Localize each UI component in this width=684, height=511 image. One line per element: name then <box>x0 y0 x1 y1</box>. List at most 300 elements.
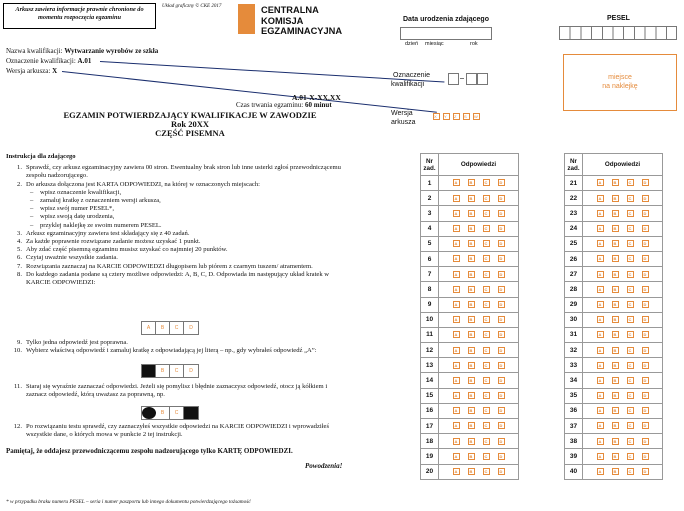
answer-option-box[interactable]: A <box>597 271 604 278</box>
answer-option-box[interactable]: C <box>483 362 490 369</box>
answer-option-box[interactable]: A <box>453 377 460 384</box>
answer-option-box[interactable]: A <box>453 301 460 308</box>
answer-option-box[interactable]: C <box>627 271 634 278</box>
answer-option-box[interactable]: D <box>498 240 505 247</box>
answer-option-box[interactable]: C <box>483 210 490 217</box>
answer-options[interactable] <box>439 343 519 358</box>
col-answers-header: Odpowiedzi <box>439 154 519 176</box>
answer-row <box>421 419 519 434</box>
exam-title: EGZAMIN POTWIERDZAJĄCY KWALIFIKACJE W ZAWODZIE Rok 20XX CZĘŚĆ PISEMNA <box>63 110 317 138</box>
answer-option-box[interactable]: C <box>483 331 490 338</box>
answer-options[interactable] <box>583 221 663 236</box>
answer-options[interactable] <box>439 221 519 236</box>
answer-option-box[interactable]: D <box>642 271 649 278</box>
answer-options[interactable] <box>439 191 519 206</box>
question-number: 33 <box>565 358 583 373</box>
question-number: 38 <box>565 434 583 449</box>
answer-option-box[interactable]: C <box>627 392 634 399</box>
answer-row <box>421 176 519 191</box>
code-line: A.01-X-XX.XX <box>292 93 341 102</box>
answer-option-box[interactable]: D <box>642 468 649 475</box>
answer-option-box[interactable]: A <box>597 438 604 445</box>
question-number: 22 <box>565 191 583 206</box>
birth-year-label: rok <box>470 41 478 47</box>
answer-option-box[interactable]: A <box>597 347 604 354</box>
answer-option-box[interactable]: A <box>597 331 604 338</box>
instructions: Instrukcja dla zdającego 1. Sprawdź, czy arkusz egzaminacyjny zawiera 00 stron. Ewentualny brak stron lub inne usterki zgłoś przewodniczącemu zespołu nadzorującego. 2. Do arkusza dołączona jest KARTA ODPOWIEDZI, na której w oznaczonych miejscach: – wpisz oznaczenie kwalifikacji, – zamaluj kratkę z oznaczeniem wersji arkusza, – wpisz swój numer PESEL*, – wpisz swoją datę urodzenia, – przyklej naklejkę ze swoim numerem PESEL. 3. Arkusz egzaminacyjny zawiera test składający się z 40 zadań. 4. Za każde poprawnie rozwiązane zadanie możesz uzyskać 1 punkt. 5. Aby zdać część pisemną egzaminu musisz uzyskać co najmniej 20 punktów. 6. Czytaj uważnie wszystkie zadania. 7. Rozwiązania zaznaczaj na KARCIE ODPOWIEDZI długopisem lub piórem z czarnym tuszem/ atramentem. 8. Do każdego zadania podane są cztery możliwe odpowiedzi: A, B, C, D. Odpowiada im następujący układ kratek w KARCIE ODPOWIEDZI: <box>6 153 346 287</box>
answer-option-box[interactable]: D <box>498 179 505 186</box>
question-number: 11 <box>421 327 439 342</box>
answer-option-box[interactable]: B <box>612 331 619 338</box>
answer-option-box[interactable]: C <box>627 301 634 308</box>
question-number: 40 <box>565 464 583 479</box>
answer-row <box>421 297 519 312</box>
answer-option-box[interactable]: C <box>627 377 634 384</box>
answer-option-box[interactable]: B <box>612 316 619 323</box>
answer-option-box[interactable]: A <box>453 438 460 445</box>
answer-option-box[interactable]: D <box>498 438 505 445</box>
answer-options[interactable] <box>583 327 663 342</box>
cke-logo-text: CENTRALNA KOMISJA EGZAMINACYJNA <box>261 5 343 36</box>
answer-option-box[interactable]: C <box>627 210 634 217</box>
answer-option-box[interactable]: B <box>612 377 619 384</box>
answer-row <box>565 206 663 221</box>
question-number: 13 <box>421 358 439 373</box>
answer-option-box[interactable]: D <box>642 255 649 262</box>
cke-logo-mark <box>238 4 255 34</box>
answer-options[interactable] <box>583 282 663 297</box>
answer-option-box[interactable]: D <box>642 179 649 186</box>
answer-options[interactable] <box>439 373 519 388</box>
answer-option-box[interactable]: D <box>642 331 649 338</box>
answer-option-box[interactable]: C <box>627 316 634 323</box>
answer-option-box[interactable]: D <box>498 210 505 217</box>
answer-options[interactable] <box>439 282 519 297</box>
answer-option-box[interactable]: D <box>642 377 649 384</box>
answer-option-box[interactable]: C <box>483 468 490 475</box>
answer-row <box>421 267 519 282</box>
sheet-version: Wersja arkusza: X <box>6 67 58 75</box>
answer-option-box[interactable]: B <box>468 392 475 399</box>
answer-table-right <box>564 153 663 480</box>
question-number: 18 <box>421 434 439 449</box>
answer-option-box[interactable]: B <box>612 453 619 460</box>
birth-day-label: dzień <box>405 41 419 47</box>
answer-option-box[interactable]: B <box>468 195 475 202</box>
answer-option-box[interactable]: C <box>627 331 634 338</box>
answer-option-box[interactable]: C <box>627 179 634 186</box>
answer-option-box[interactable]: D <box>642 407 649 414</box>
answer-option-box[interactable]: B <box>468 453 475 460</box>
answer-option-box[interactable]: C <box>483 422 490 429</box>
answer-option-box[interactable]: A <box>597 468 604 475</box>
answer-options[interactable] <box>583 373 663 388</box>
answer-row <box>565 327 663 342</box>
answer-option-box[interactable]: A <box>453 255 460 262</box>
answer-table-left <box>420 153 519 480</box>
answer-option-box[interactable]: B <box>468 407 475 414</box>
answer-option-box[interactable]: A <box>453 468 460 475</box>
col-nr-header: Nr zad. <box>421 154 439 176</box>
answer-options[interactable] <box>439 434 519 449</box>
answer-option-box[interactable]: C <box>483 271 490 278</box>
answer-option-box[interactable]: C <box>627 286 634 293</box>
duration: Czas trwania egzaminu: 60 minut <box>236 101 332 109</box>
answer-options[interactable] <box>439 312 519 327</box>
answer-row <box>565 343 663 358</box>
answer-options[interactable] <box>583 267 663 282</box>
answer-option-box[interactable]: D <box>498 362 505 369</box>
answer-option-box[interactable]: D <box>498 255 505 262</box>
answer-option-box[interactable]: B <box>468 210 475 217</box>
answer-options[interactable] <box>439 176 519 191</box>
answer-option-box[interactable]: D <box>642 195 649 202</box>
answer-row <box>421 282 519 297</box>
answer-options[interactable] <box>583 449 663 464</box>
answer-option-box[interactable]: C <box>627 468 634 475</box>
answer-option-box[interactable]: C <box>483 347 490 354</box>
answer-option-box[interactable]: D <box>498 195 505 202</box>
answer-option-box[interactable]: C <box>627 255 634 262</box>
answer-options[interactable] <box>439 419 519 434</box>
answer-option-box[interactable]: B <box>468 255 475 262</box>
question-number: 6 <box>421 251 439 266</box>
answer-option-box[interactable]: C <box>627 225 634 232</box>
answer-options[interactable] <box>583 236 663 251</box>
answer-option-box[interactable]: B <box>468 316 475 323</box>
answer-option-box[interactable]: A <box>597 255 604 262</box>
question-number: 10 <box>421 312 439 327</box>
answer-option-box[interactable]: B <box>468 240 475 247</box>
mark-box-3[interactable] <box>477 73 488 85</box>
answer-options[interactable] <box>439 267 519 282</box>
answer-option-box[interactable]: B <box>612 468 619 475</box>
answer-option-box[interactable]: A <box>453 362 460 369</box>
answer-options[interactable] <box>439 206 519 221</box>
answer-option-box[interactable]: C <box>627 438 634 445</box>
answer-options[interactable] <box>583 464 663 479</box>
pesel-field[interactable] <box>559 26 677 40</box>
answer-option-box[interactable]: D <box>642 225 649 232</box>
answer-row <box>421 221 519 236</box>
answer-option-box[interactable]: D <box>498 225 505 232</box>
answer-option-box[interactable]: A <box>453 316 460 323</box>
answer-option-box[interactable]: D <box>498 377 505 384</box>
answer-options[interactable] <box>439 358 519 373</box>
answer-option-box[interactable]: D <box>498 422 505 429</box>
answer-option-box[interactable]: A <box>597 453 604 460</box>
answer-row <box>421 449 519 464</box>
question-number: 34 <box>565 373 583 388</box>
answer-option-box[interactable]: D <box>642 422 649 429</box>
answer-option-box[interactable]: C <box>483 255 490 262</box>
answer-option-box[interactable]: B <box>468 271 475 278</box>
answer-option-box[interactable]: C <box>627 195 634 202</box>
question-number: 24 <box>565 221 583 236</box>
answer-row <box>421 236 519 251</box>
question-number: 8 <box>421 282 439 297</box>
mark-label: Oznaczenie kwalifikacji <box>391 72 430 88</box>
answer-option-box[interactable]: D <box>642 362 649 369</box>
example-empty-boxes: A B C D <box>141 321 199 335</box>
answer-option-box[interactable]: B <box>468 331 475 338</box>
answer-option-box[interactable]: A <box>453 195 460 202</box>
answer-option-box[interactable]: B <box>612 240 619 247</box>
answer-option-box[interactable]: B <box>612 271 619 278</box>
answer-option-box[interactable]: C <box>627 453 634 460</box>
answer-option-box[interactable]: C <box>483 392 490 399</box>
answer-option-box[interactable]: D <box>498 331 505 338</box>
question-number: 31 <box>565 327 583 342</box>
answer-row <box>565 267 663 282</box>
question-number: 16 <box>421 403 439 418</box>
question-number: 14 <box>421 373 439 388</box>
answer-option-box[interactable]: B <box>468 179 475 186</box>
answer-option-box[interactable]: B <box>468 286 475 293</box>
answer-option-box[interactable]: B <box>612 255 619 262</box>
answer-row <box>565 434 663 449</box>
answer-options[interactable] <box>583 206 663 221</box>
answer-option-box[interactable]: B <box>468 347 475 354</box>
answer-option-box[interactable]: A <box>597 179 604 186</box>
answer-option-box[interactable]: D <box>642 286 649 293</box>
answer-row <box>565 282 663 297</box>
answer-row <box>421 388 519 403</box>
answer-row <box>421 327 519 342</box>
birth-date-title: Data urodzenia zdającego <box>403 16 489 23</box>
answer-option-box[interactable]: C <box>627 422 634 429</box>
answer-option-box[interactable]: C <box>627 347 634 354</box>
question-number: 19 <box>421 449 439 464</box>
answer-option-box[interactable]: A <box>597 225 604 232</box>
answer-option-box[interactable]: A <box>453 453 460 460</box>
answer-option-box[interactable]: A <box>453 422 460 429</box>
question-number: 27 <box>565 267 583 282</box>
answer-option-box[interactable]: A <box>453 347 460 354</box>
question-number: 28 <box>565 282 583 297</box>
answer-options[interactable] <box>439 236 519 251</box>
answer-option-box[interactable]: B <box>468 468 475 475</box>
answer-option-box[interactable]: A <box>597 362 604 369</box>
answer-options[interactable] <box>583 176 663 191</box>
answer-option-box[interactable]: B <box>468 225 475 232</box>
answer-option-box[interactable]: C <box>483 301 490 308</box>
question-number: 32 <box>565 343 583 358</box>
answer-option-box[interactable]: D <box>642 240 649 247</box>
answer-option-box[interactable]: A <box>597 195 604 202</box>
answer-option-box[interactable]: D <box>498 407 505 414</box>
answer-option-box[interactable]: C <box>483 438 490 445</box>
answer-option-box[interactable]: A <box>453 407 460 414</box>
answer-option-box[interactable]: D <box>642 316 649 323</box>
answer-options[interactable] <box>583 403 663 418</box>
answer-options[interactable] <box>583 343 663 358</box>
answer-options[interactable] <box>439 464 519 479</box>
remember-note: Pamiętaj, że oddajesz przewodniczącemu zespołu nadzorującego tylko KARTĘ ODPOWIEDZI. <box>6 447 293 455</box>
answer-option-box[interactable]: D <box>498 468 505 475</box>
confidential-notice: Arkusz zawiera informacje prawnie chronione do momentu rozpoczęcia egzaminu <box>3 3 156 29</box>
answer-options[interactable] <box>583 358 663 373</box>
answer-option-box[interactable]: D <box>498 271 505 278</box>
answer-option-box[interactable]: C <box>627 362 634 369</box>
answer-option-box[interactable]: D <box>642 347 649 354</box>
answer-row <box>565 449 663 464</box>
answer-options[interactable] <box>439 297 519 312</box>
answer-option-box[interactable]: A <box>597 301 604 308</box>
answer-row <box>421 206 519 221</box>
question-number: 15 <box>421 388 439 403</box>
question-number: 30 <box>565 312 583 327</box>
answer-option-box[interactable]: A <box>597 392 604 399</box>
answer-options[interactable] <box>439 388 519 403</box>
question-number: 29 <box>565 297 583 312</box>
answer-options[interactable] <box>583 297 663 312</box>
mark-separator <box>460 78 464 79</box>
answer-option-box[interactable]: B <box>612 225 619 232</box>
answer-option-box[interactable]: A <box>597 210 604 217</box>
answer-row <box>565 297 663 312</box>
answer-option-box[interactable]: A <box>597 286 604 293</box>
answer-option-box[interactable]: B <box>468 362 475 369</box>
answer-row <box>565 464 663 479</box>
answer-row <box>565 419 663 434</box>
qualification-name: Nazwa kwalifikacji: Wytwarzanie wyrobów ze szkła <box>6 47 159 55</box>
answer-options[interactable] <box>583 388 663 403</box>
answer-option-box[interactable]: C <box>627 407 634 414</box>
answer-row <box>421 251 519 266</box>
answer-option-box[interactable]: B <box>468 377 475 384</box>
answer-option-box[interactable]: A <box>597 316 604 323</box>
answer-option-box[interactable]: A <box>453 225 460 232</box>
answer-option-box[interactable]: B <box>612 210 619 217</box>
answer-row <box>421 358 519 373</box>
answer-option-box[interactable]: B <box>612 407 619 414</box>
answer-option-box[interactable]: D <box>642 301 649 308</box>
answer-option-box[interactable]: C <box>627 240 634 247</box>
answer-option-box[interactable]: C <box>483 377 490 384</box>
answer-option-box[interactable]: B <box>612 195 619 202</box>
answer-option-box[interactable]: B <box>468 438 475 445</box>
answer-option-box[interactable]: B <box>612 179 619 186</box>
answer-option-box[interactable]: D <box>642 453 649 460</box>
answer-options[interactable] <box>439 251 519 266</box>
question-number: 26 <box>565 251 583 266</box>
answer-option-box[interactable]: D <box>498 392 505 399</box>
answer-option-box[interactable]: B <box>612 301 619 308</box>
question-number: 4 <box>421 221 439 236</box>
answer-option-box[interactable]: C <box>483 179 490 186</box>
answer-option-box[interactable]: B <box>612 286 619 293</box>
answer-option-box[interactable]: A <box>453 392 460 399</box>
answer-option-box[interactable]: B <box>612 438 619 445</box>
answer-row <box>565 358 663 373</box>
answer-row <box>421 403 519 418</box>
answer-option-box[interactable]: C <box>483 286 490 293</box>
question-number: 20 <box>421 464 439 479</box>
answer-row <box>565 221 663 236</box>
instructions-cont-3: 12. Po rozwiązaniu testu sprawdź, czy zaznaczyłeś wszystkie odpowiedzi na KARCIE ODPOWIEDZI i wprowadziłeś wszystkie dane, o których mowa w punkcie 2 tej instrukcji. <box>13 423 330 439</box>
question-number: 9 <box>421 297 439 312</box>
answer-option-box[interactable]: C <box>483 195 490 202</box>
answer-option-box[interactable]: B <box>468 422 475 429</box>
instructions-cont: 9. Tylko jedna odpowiedź jest poprawna. 10. Wybierz właściwą odpowiedź i zamaluj kratkę z odpowiadającą jej literą – np., gdy wybrałeś odpowiedź „A”: <box>13 339 317 355</box>
question-number: 12 <box>421 343 439 358</box>
answer-row <box>565 191 663 206</box>
answer-option-box[interactable]: D <box>498 453 505 460</box>
answer-option-box[interactable]: A <box>453 271 460 278</box>
answer-row <box>565 403 663 418</box>
col-nr-header: Nr zad. <box>565 154 583 176</box>
answer-option-box[interactable]: B <box>612 392 619 399</box>
question-number: 1 <box>421 176 439 191</box>
answer-option-box[interactable]: D <box>498 316 505 323</box>
answer-row <box>421 343 519 358</box>
question-number: 7 <box>421 267 439 282</box>
answer-option-box[interactable]: B <box>612 347 619 354</box>
answer-option-box[interactable]: D <box>498 286 505 293</box>
answer-options[interactable] <box>583 191 663 206</box>
answer-option-box[interactable]: A <box>453 331 460 338</box>
question-number: 17 <box>421 419 439 434</box>
answer-option-box[interactable]: D <box>642 438 649 445</box>
answer-options[interactable] <box>439 449 519 464</box>
version-options[interactable]: X Y Z S W <box>433 113 483 120</box>
answer-options[interactable] <box>583 434 663 449</box>
answer-options[interactable] <box>583 251 663 266</box>
answer-option-box[interactable]: A <box>597 422 604 429</box>
example-filled-boxes: B C D <box>141 364 199 378</box>
answer-options[interactable] <box>439 327 519 342</box>
qualification-code: Oznaczenie kwalifikacji: A.01 <box>6 57 92 65</box>
answer-option-box[interactable]: A <box>453 179 460 186</box>
instructions-cont-2: 11. Staraj się wyraźnie zaznaczać odpowiedzi. Jeżeli się pomylisz i błędnie zaznaczysz odpowiedź, otocz ją kółkiem i zaznacz odpowiedź, którą uważasz za poprawną, np. <box>14 383 328 399</box>
answer-option-box[interactable]: A <box>453 240 460 247</box>
mark-box-2[interactable] <box>466 73 477 85</box>
answer-row <box>421 464 519 479</box>
birth-month-label: miesiąc <box>425 41 444 47</box>
answer-options[interactable] <box>439 403 519 418</box>
answer-option-box[interactable]: A <box>597 377 604 384</box>
example-corrected-boxes: B C <box>141 406 199 420</box>
answer-option-box[interactable]: C <box>483 225 490 232</box>
answer-option-box[interactable]: C <box>483 240 490 247</box>
answer-option-box[interactable]: C <box>483 453 490 460</box>
answer-option-box[interactable]: D <box>498 301 505 308</box>
answer-options[interactable] <box>583 312 663 327</box>
answer-option-box[interactable]: C <box>483 316 490 323</box>
question-number: 25 <box>565 236 583 251</box>
birth-date-field[interactable] <box>400 27 492 40</box>
mark-box-1[interactable] <box>448 73 459 85</box>
answer-option-box[interactable]: B <box>612 362 619 369</box>
answer-option-box[interactable]: B <box>468 301 475 308</box>
answer-option-box[interactable]: D <box>498 347 505 354</box>
answer-option-box[interactable]: C <box>483 407 490 414</box>
answer-option-box[interactable]: A <box>453 286 460 293</box>
answer-row <box>565 312 663 327</box>
answer-options[interactable] <box>583 419 663 434</box>
answer-option-box[interactable]: A <box>453 210 460 217</box>
layout-credit: Układ graficzny © CKE 2017 <box>162 4 222 9</box>
answer-option-box[interactable]: A <box>597 240 604 247</box>
answer-row <box>421 191 519 206</box>
answer-option-box[interactable]: D <box>642 392 649 399</box>
question-number: 23 <box>565 206 583 221</box>
answer-option-box[interactable]: A <box>597 407 604 414</box>
answer-option-box[interactable]: B <box>612 422 619 429</box>
answer-option-box[interactable]: D <box>642 210 649 217</box>
answer-row <box>565 251 663 266</box>
